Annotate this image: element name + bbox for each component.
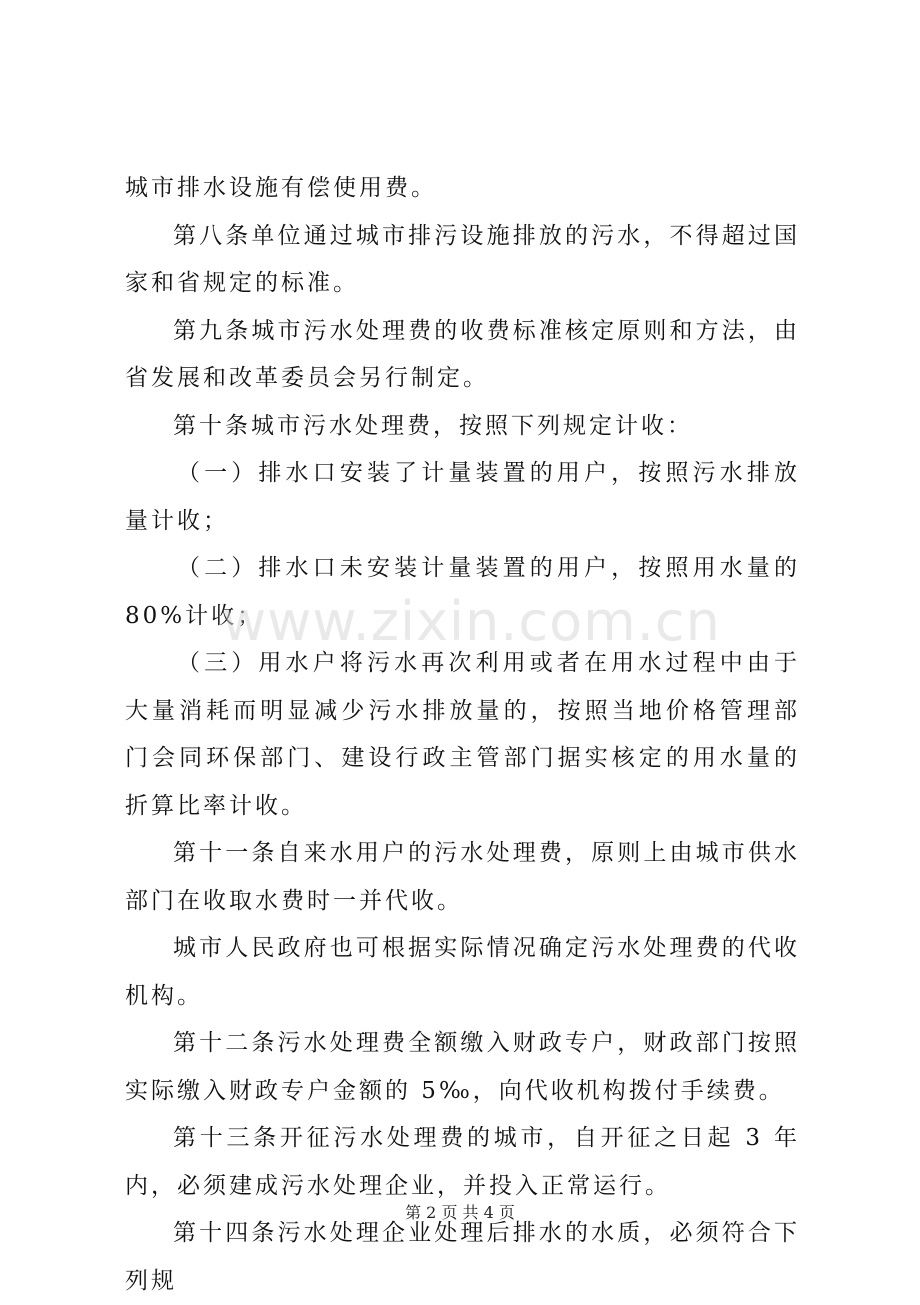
paragraph: （二）排水口未安装计量装置的用户，按照用水量的 80%计收；: [125, 555, 800, 629]
paragraph: 第十三条开征污水处理费的城市，自开征之日起 3 年内，必须建成污水处理企业，并投入正常运行。: [125, 1125, 800, 1199]
paragraph: 第八条单位通过城市排污设施排放的污水，不得超过国家和省规定的标准。: [125, 222, 800, 296]
paragraph: 城市人民政府也可根据实际情况确定污水处理费的代收机构。: [125, 935, 800, 1009]
paragraph: 第十一条自来水用户的污水处理费，原则上由城市供水部门在收取水费时一并代收。: [125, 840, 800, 914]
paragraph: （一）排水口安装了计量装置的用户，按照污水排放量计收；: [125, 460, 800, 534]
paragraph: （三）用水户将污水再次利用或者在用水过程中由于大量消耗而明显减少污水排放量的，按照当地价格管理部门会同环保部门、建设行政主管部门据实核定的用水量的折算比率计收。: [125, 650, 800, 819]
paragraph: 第十四条污水处理企业处理后排水的水质，必须符合下列规: [125, 1220, 800, 1294]
paragraph: 第九条城市污水处理费的收费标准核定原则和方法，由省发展和改革委员会另行制定。: [125, 317, 800, 391]
document-body: [125, 165, 800, 1305]
page-footer: 第 2 页 共 4 页: [405, 1203, 515, 1222]
watermark: www.zixin.com.cn: [222, 590, 721, 653]
paragraph: 第十二条污水处理费全额缴入财政专户，财政部门按照实际缴入财政专户金额的 5‰，向代收机构拨付手续费。: [125, 1030, 800, 1104]
paragraph: 城市排水设施有偿使用费。: [125, 175, 437, 201]
paragraph: 第十条城市污水处理费，按照下列规定计收：: [173, 412, 693, 439]
